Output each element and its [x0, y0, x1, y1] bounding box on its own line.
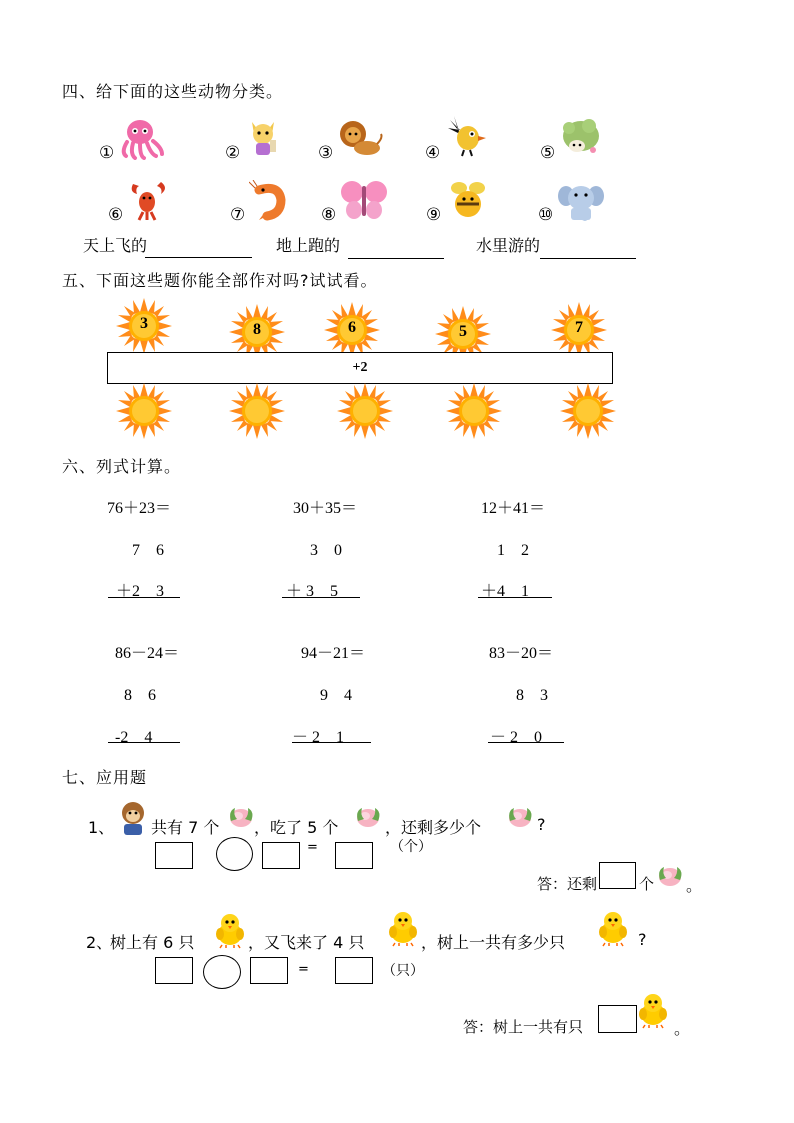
number-box[interactable]	[250, 957, 288, 984]
animal-number: ③	[318, 143, 334, 163]
octopus-icon	[118, 116, 166, 160]
fly-answer-line[interactable]	[145, 257, 252, 258]
question-text: 共有 7 个	[151, 818, 220, 837]
question-number: 1、	[88, 818, 115, 837]
vertical-top: 3 0	[310, 542, 343, 559]
peach-icon	[656, 862, 684, 888]
sun-icon	[116, 298, 172, 354]
rule-box	[107, 352, 613, 384]
sheep-icon	[559, 116, 607, 160]
bee-icon	[445, 178, 493, 222]
question-number: 2、	[86, 933, 113, 952]
vertical-bottom: ＋2 3	[116, 583, 165, 600]
vertical-top: 8 3	[516, 687, 549, 704]
fly-label: 天上飞的	[83, 236, 148, 255]
section-5-title: 五、下面这些题你能全部作对吗?试试看。	[62, 271, 378, 290]
equals-sign: =	[307, 840, 318, 855]
number-box[interactable]	[155, 957, 193, 984]
sun-icon	[551, 302, 607, 358]
vertical-top: 7 6	[132, 542, 165, 559]
vertical-bottom: － 2 0	[490, 729, 543, 746]
section-4-title: 四、给下面的这些动物分类。	[62, 82, 284, 101]
answer-label: 答：还剩	[537, 875, 598, 893]
animal-number: ⑦	[230, 205, 246, 225]
question-text: ，吃了 5 个	[254, 818, 339, 837]
animal-number: ⑥	[108, 205, 124, 225]
run-label: 地上跑的	[276, 236, 341, 255]
peach-icon	[354, 803, 382, 829]
answer-unit: 个	[639, 875, 655, 893]
section-7-title: 七、应用题	[62, 768, 148, 787]
equation: 86－24＝	[115, 645, 180, 662]
animal-number: ⑨	[426, 205, 442, 225]
animal-number: ⑧	[321, 205, 337, 225]
answer-sun-icon[interactable]	[446, 383, 502, 439]
cat-icon	[244, 116, 292, 160]
operator-circle[interactable]	[216, 837, 253, 871]
animal-number: ①	[99, 143, 115, 163]
shrimp-icon	[249, 180, 297, 224]
answer-sun-icon[interactable]	[560, 383, 616, 439]
sun-icon	[324, 302, 380, 358]
answer-period: 。	[674, 1019, 691, 1038]
section-6-title: 六、列式计算。	[62, 457, 182, 476]
equation: 30＋35＝	[293, 500, 358, 517]
run-answer-line[interactable]	[348, 258, 444, 259]
chick-icon	[387, 910, 419, 948]
question-text: ，还剩多少个	[385, 818, 482, 837]
elephant-icon	[557, 178, 605, 222]
lobster-icon	[127, 178, 175, 222]
answer-box[interactable]	[598, 1005, 637, 1033]
question-text: 树上有 6 只	[110, 933, 195, 952]
difference-line	[488, 742, 564, 743]
difference-line	[292, 742, 371, 743]
answer-box[interactable]	[335, 957, 373, 984]
question-text: ?	[537, 815, 546, 834]
peach-icon	[227, 803, 255, 829]
animal-number: ②	[225, 143, 241, 163]
vertical-bottom: -2 4	[115, 729, 153, 746]
chick-icon	[637, 992, 669, 1030]
equation: 76＋23＝	[107, 500, 172, 517]
sun-number: 3	[140, 315, 148, 332]
question-text: ，又飞来了 4 只	[248, 933, 365, 952]
chick-icon	[214, 912, 246, 950]
number-box[interactable]	[155, 842, 193, 869]
swim-label: 水里游的	[476, 236, 541, 255]
sun-number: 7	[575, 319, 583, 336]
number-box[interactable]	[262, 842, 300, 869]
monkey-icon	[116, 800, 150, 836]
animal-number: ⑤	[540, 143, 556, 163]
animal-number: ⑩	[538, 205, 554, 225]
sum-line	[478, 597, 552, 598]
answer-box[interactable]	[335, 842, 373, 869]
peach-icon	[506, 803, 534, 829]
unit-label: （个）	[390, 839, 432, 855]
question-text: ，树上一共有多少只	[421, 933, 566, 952]
equals-sign: =	[298, 962, 309, 977]
lion-icon	[337, 116, 385, 160]
sun-number: 6	[348, 319, 356, 336]
equation: 94－21＝	[301, 645, 366, 662]
equation: 12＋41＝	[481, 500, 546, 517]
rule-text: +2	[352, 360, 368, 375]
bird-icon	[444, 114, 492, 158]
sum-line	[108, 597, 180, 598]
vertical-top: 9 4	[320, 687, 353, 704]
unit-label: （只）	[382, 963, 424, 979]
vertical-bottom: ＋4 1	[481, 583, 530, 600]
answer-sun-icon[interactable]	[116, 383, 172, 439]
sun-number: 5	[459, 323, 467, 340]
animal-number: ④	[425, 143, 441, 163]
answer-sun-icon[interactable]	[229, 383, 285, 439]
answer-label: 答：树上一共有只	[463, 1018, 584, 1036]
answer-box[interactable]	[599, 862, 636, 889]
question-text: ?	[638, 930, 647, 949]
equation: 83－20＝	[489, 645, 554, 662]
swim-answer-line[interactable]	[540, 258, 636, 259]
vertical-top: 8 6	[124, 687, 157, 704]
answer-sun-icon[interactable]	[337, 383, 393, 439]
difference-line	[108, 742, 180, 743]
vertical-top: 1 2	[497, 542, 530, 559]
vertical-bottom: ＋ 3 5	[286, 583, 339, 600]
chick-icon	[597, 910, 629, 948]
sun-number: 8	[253, 321, 261, 338]
butterfly-icon	[340, 178, 388, 222]
vertical-bottom: － 2 1	[292, 729, 345, 746]
sum-line	[282, 597, 360, 598]
answer-period: 。	[686, 876, 703, 895]
operator-circle[interactable]	[203, 955, 241, 989]
